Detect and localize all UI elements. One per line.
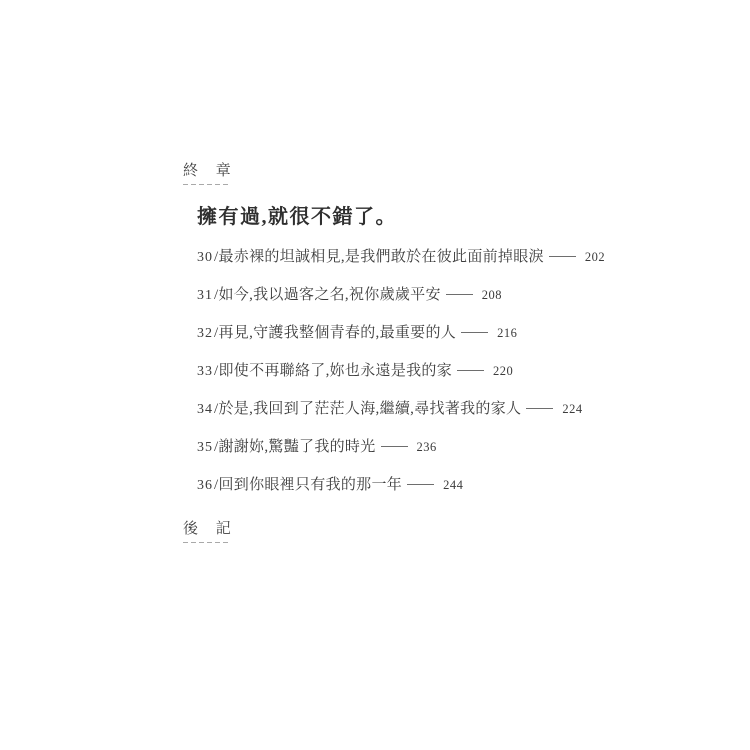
entry-title: 如今,我以過客之名,祝你歲歲平安	[218, 287, 441, 303]
entry-page-number: 208	[481, 288, 503, 302]
final-chapter-label: 終 章	[183, 163, 232, 179]
leader-dash	[407, 484, 434, 485]
entry-separator-slash: /	[214, 401, 219, 417]
entry-title: 最赤裸的坦誠相見,是我們敢於在彼此面前掉眼淚	[218, 249, 544, 265]
entry-page-number: 202	[584, 250, 606, 264]
toc-entry-36	[197, 475, 643, 496]
entry-separator-slash: /	[214, 439, 219, 455]
entry-separator-slash: /	[214, 325, 219, 341]
entry-number: 33	[197, 364, 213, 379]
afterword-label: 後 記	[183, 521, 232, 537]
toc-entry-30	[197, 247, 643, 268]
toc-entry-32	[197, 323, 643, 344]
entry-separator-slash: /	[214, 477, 219, 493]
entry-number: 35	[197, 440, 213, 455]
leader-dash	[381, 446, 408, 447]
toc-content	[183, 162, 643, 543]
toc-list	[197, 247, 643, 496]
entry-title: 即使不再聯絡了,妳也永遠是我的家	[218, 363, 453, 379]
toc-entry-35	[197, 437, 643, 458]
entry-number: 31	[197, 288, 213, 303]
entry-title: 謝謝妳,驚豔了我的時光	[218, 439, 376, 455]
entry-number: 30	[197, 250, 213, 265]
chapter-title: 擁有過,就很不錯了。	[197, 206, 397, 228]
entry-title: 再見,守護我整個青春的,最重要的人	[218, 325, 457, 341]
entry-separator-slash: /	[214, 287, 219, 303]
entry-title: 於是,我回到了茫茫人海,繼續,尋找著我的家人	[218, 401, 522, 417]
entry-separator-slash: /	[214, 249, 219, 265]
leader-dash	[446, 294, 473, 295]
entry-title: 回到你眼裡只有我的那一年	[218, 477, 403, 493]
toc-entry-33	[197, 361, 643, 382]
entry-page-number: 216	[497, 326, 518, 340]
leader-dash	[457, 370, 484, 371]
leader-dash	[526, 408, 553, 409]
entry-page-number: 220	[493, 364, 514, 378]
section-heading-final-chapter	[183, 162, 643, 185]
leader-dash	[549, 256, 576, 257]
dashed-underline	[183, 184, 231, 185]
entry-page-number: 224	[562, 402, 583, 416]
leader-dash	[461, 332, 488, 333]
entry-number: 36	[197, 478, 213, 493]
entry-number: 34	[197, 402, 213, 417]
entry-number: 32	[197, 326, 213, 341]
dashed-underline	[183, 542, 231, 543]
toc-entry-34	[197, 399, 643, 420]
toc-entry-31	[197, 285, 643, 306]
entry-page-number: 244	[443, 478, 464, 492]
entry-page-number: 236	[416, 440, 437, 454]
entry-separator-slash: /	[214, 363, 219, 379]
section-heading-afterword	[183, 520, 643, 543]
